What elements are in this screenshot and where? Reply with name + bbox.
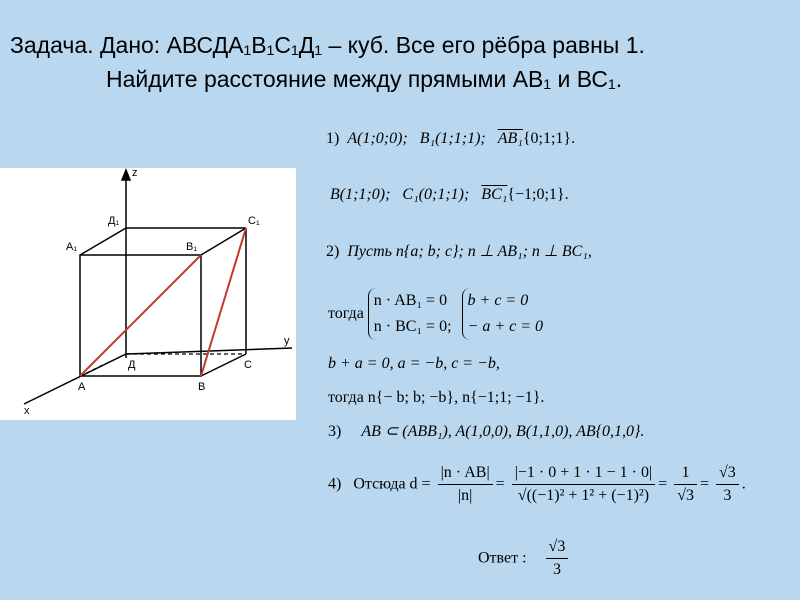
problem-title-line-1: Задача. Дано: АВСДА₁В₁С₁Д₁ – куб. Все его рёбра равны 1. [10,32,645,58]
edge-a1-d1 [80,228,126,255]
label-a1: A₁ [66,241,78,253]
diagonal-ab1 [80,255,201,376]
step-4-label: Отсюда d = [353,475,431,493]
point-b: B(1;1;0); [330,186,391,203]
point-b1: B₁(1;1;1); [419,130,486,147]
label-d1: Д₁ [108,215,120,227]
step-1-number: 1) [326,130,340,147]
answer-numerator: √3 [548,538,566,555]
step-4: 4) Отсюда d = $\frac{|n \cdot AB|}{|n|}$ = $\frac{|-1 \cdot 0 + 1 \cdot 1 - 1 \cdot 0|}{\text{√((−1)² + 1² + (−1)²)}}$ = $\frac{1}{√3}$ = $\frac{√3}{3}$ . [328,462,746,507]
result-denominator: 3 [716,484,739,507]
vector-ab1-coords: {0;1;1}. [522,130,576,147]
relations-line: b + a = 0, a = −b, c = −b, [328,355,500,372]
step-1 [326,128,575,150]
step-3 [328,421,644,443]
vector-bc1-name: BC₁ [481,186,508,203]
z-axis-arrow [122,170,130,180]
result-numerator: √3 [719,464,736,481]
system-eq-4: − a + c = 0 [467,318,544,335]
label-c1: C₁ [248,215,260,227]
step-2-text: Пусть n{a; b; c}; n ⊥ AB₁; n ⊥ BC₁, [347,243,592,260]
substitution-numerator: |−1 · 0 + 1 · 1 − 1 · 0| [514,464,653,481]
distance-formula [438,462,493,507]
x-axis [24,354,126,404]
step-2 [326,241,592,263]
normal-vector-line: тогда n{− b; b; −b}, n{−1;1; −1}. [328,389,545,406]
system-brace-1 [368,288,452,340]
step-4-number: 4) [328,475,342,493]
label-y: y [284,335,290,347]
answer-denominator: 3 [546,558,569,581]
point-c1: C₁(0;1;1); [402,186,470,203]
edge-c-b [201,354,246,376]
answer [478,536,571,581]
substitution-denominator: √((−1)² + 1² + (−1)²) [512,484,655,507]
answer-value [546,536,569,581]
distance-formula-numerator: |n · AB| [440,464,490,481]
system-eq-1: n · AB₁ = 0 [373,292,448,309]
simplified-denominator: √3 [674,484,697,507]
label-z: z [132,168,138,179]
label-c: C [244,359,252,371]
cube-diagram [0,168,296,420]
distance-simplified [674,462,697,507]
equation-system [328,288,549,340]
label-b: B [198,381,206,393]
problem-title-line-2: Найдите расстояние между прямыми АВ₁ и ВС₁. [106,66,623,92]
label-b1: B₁ [186,241,198,253]
togda-label: тогда [328,305,364,322]
step-3-number: 3) [328,423,342,440]
distance-substitution [512,462,655,507]
simplified-numerator: 1 [681,464,690,481]
step-2-number: 2) [326,243,340,260]
vector-ab1-name: AB₁ [497,130,523,147]
vector-bc1-coords: {−1;0;1}. [507,186,569,203]
step-1b [330,184,569,206]
label-d: Д [128,359,136,371]
label-a: A [78,381,86,393]
answer-label: Ответ : [478,549,527,567]
system-brace-2 [462,288,544,340]
label-x: x [24,405,30,417]
system-eq-3: b + c = 0 [467,292,529,309]
step-3-text: AB ⊂ (ABB₁), A(1,0,0), B(1,1,0), AB{0,1,0}. [361,423,645,440]
distance-formula-denominator: |n| [438,484,493,507]
cube-figure-panel [0,168,296,420]
distance-result [716,462,739,507]
system-eq-2: n · BC₁ = 0; [373,318,452,335]
point-a: A(1;0;0); [347,130,408,147]
